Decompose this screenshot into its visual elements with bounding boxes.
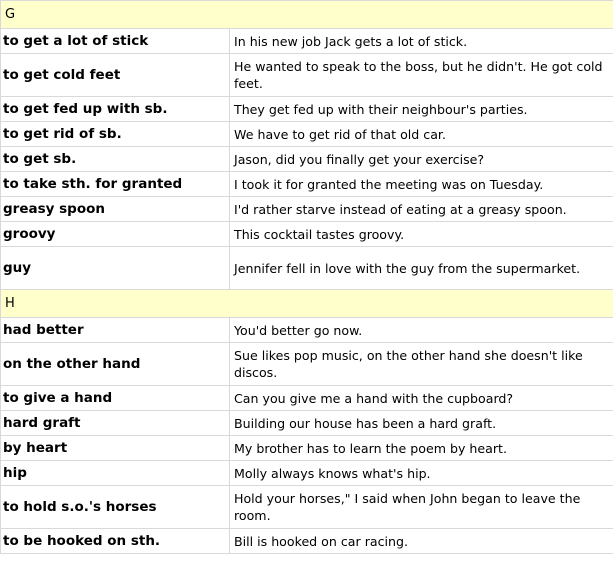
table-row (1, 222, 613, 247)
idiom-example: Sue likes pop music, on the other hand she doesn't like discos. (230, 343, 613, 386)
idiom-term: guy (1, 247, 230, 290)
idiom-example: Bill is hooked on car racing. (230, 529, 613, 554)
table-row (1, 29, 613, 54)
idiom-term: to be hooked on sth. (1, 529, 230, 554)
idiom-example: Hold your horses," I said when John began to leave the room. (230, 486, 613, 529)
idiom-term: to get fed up with sb. (1, 97, 230, 122)
table-row (1, 247, 613, 290)
idiom-term: groovy (1, 222, 230, 247)
idiom-example: I took it for granted the meeting was on Tuesday. (230, 172, 613, 197)
section-letter: G (1, 1, 613, 29)
table-row (1, 147, 613, 172)
table-row (1, 343, 613, 386)
section-header-g (1, 1, 613, 29)
table-row (1, 318, 613, 343)
idiom-example: Building our house has been a hard graft. (230, 411, 613, 436)
idiom-example: You'd better go now. (230, 318, 613, 343)
idiom-term: to take sth. for granted (1, 172, 230, 197)
table-row (1, 197, 613, 222)
table-row (1, 172, 613, 197)
table-row (1, 97, 613, 122)
table-row (1, 461, 613, 486)
table-row (1, 54, 613, 97)
idiom-term: to give a hand (1, 386, 230, 411)
table-row (1, 386, 613, 411)
idiom-term: to get a lot of stick (1, 29, 230, 54)
idiom-example: This cocktail tastes groovy. (230, 222, 613, 247)
idiom-term: to hold s.o.'s horses (1, 486, 230, 529)
idiom-term: greasy spoon (1, 197, 230, 222)
table-row (1, 486, 613, 529)
idiom-term: to get cold feet (1, 54, 230, 97)
idiom-term: hard graft (1, 411, 230, 436)
idiom-term: had better (1, 318, 230, 343)
table-row (1, 529, 613, 554)
idiom-example: In his new job Jack gets a lot of stick. (230, 29, 613, 54)
idiom-example: We have to get rid of that old car. (230, 122, 613, 147)
idiom-term: on the other hand (1, 343, 230, 386)
idiom-example: They get fed up with their neighbour's parties. (230, 97, 613, 122)
idiom-term: to get rid of sb. (1, 122, 230, 147)
idiom-term: by heart (1, 436, 230, 461)
table-row (1, 411, 613, 436)
idiom-example: Molly always knows what's hip. (230, 461, 613, 486)
idiom-example: He wanted to speak to the boss, but he didn't. He got cold feet. (230, 54, 613, 97)
table-row (1, 122, 613, 147)
idiom-term: hip (1, 461, 230, 486)
section-header-h (1, 290, 613, 318)
section-letter: H (1, 290, 613, 318)
idiom-term: to get sb. (1, 147, 230, 172)
table-row (1, 436, 613, 461)
idiom-example: I'd rather starve instead of eating at a greasy spoon. (230, 197, 613, 222)
idiom-example: Jason, did you finally get your exercise? (230, 147, 613, 172)
idiom-example: Can you give me a hand with the cupboard? (230, 386, 613, 411)
idiom-example: Jennifer fell in love with the guy from the supermarket. (230, 247, 613, 290)
idiom-example: My brother has to learn the poem by heart. (230, 436, 613, 461)
